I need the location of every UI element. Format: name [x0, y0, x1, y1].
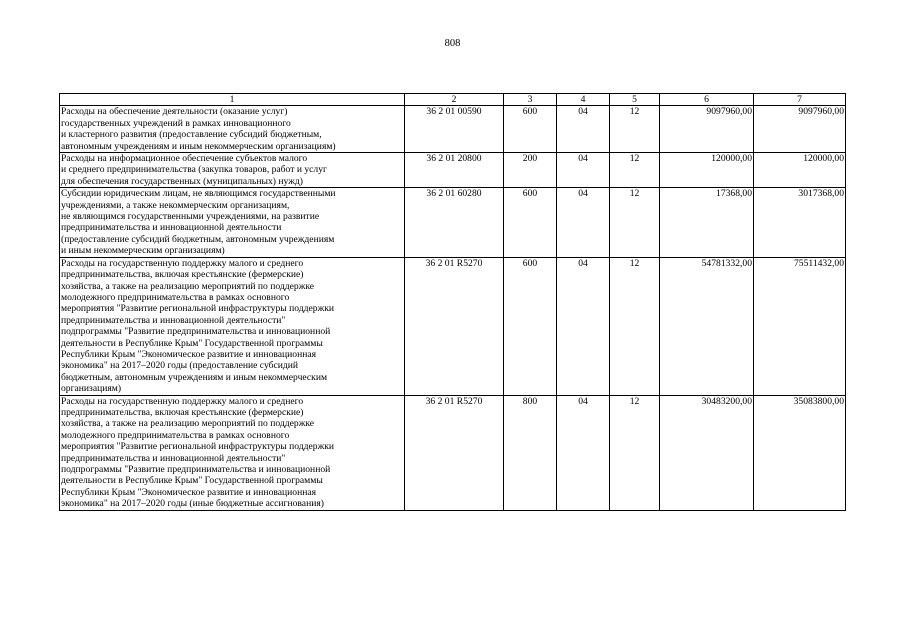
amount-column-6: 120000,00 [660, 153, 754, 188]
amount-column-7: 120000,00 [754, 153, 846, 188]
subsection-code: 12 [610, 153, 660, 188]
amount-column-7: 3017368,00 [754, 188, 846, 257]
section-code: 04 [557, 106, 610, 153]
column-header: 2 [405, 94, 504, 106]
table-row [60, 257, 846, 395]
amount-column-6: 9097960,00 [660, 106, 754, 153]
expense-type-code: 600 [504, 106, 557, 153]
column-header: 1 [60, 94, 405, 106]
table-row [60, 153, 846, 188]
target-article-code: 36 2 01 60280 [405, 188, 504, 257]
page-number: 808 [444, 38, 461, 49]
section-code: 04 [557, 395, 610, 510]
amount-column-6: 30483200,00 [660, 395, 754, 510]
amount-column-7: 75511432,00 [754, 257, 846, 395]
table-row [60, 395, 846, 510]
target-article-code: 36 2 01 00590 [405, 106, 504, 153]
column-header: 6 [660, 94, 754, 106]
amount-column-6: 54781332,00 [660, 257, 754, 395]
subsection-code: 12 [610, 395, 660, 510]
expense-type-code: 600 [504, 188, 557, 257]
target-article-code: 36 2 01 20800 [405, 153, 504, 188]
target-article-code: 36 2 01 R5270 [405, 257, 504, 395]
section-code: 04 [557, 188, 610, 257]
expense-name: Расходы на государственную поддержку малого и среднего предпринимательства, включая крестьянские (фермерские) хозяйства, а также на реализацию мероприятий по поддержке молодежного предпринимательства в рамках основного мероприятия "Развитие региональной инфраструктуры поддержки предпринимательства и инновационной деятельности" подпрограммы "Развитие предпринимательства и инновационной деятельности в Республике Крым" Государственной программы Республики Крым "Экономическое развитие и инновационная экономика" на 2017–2020 годы (иные бюджетные ассигнования) [60, 395, 405, 510]
subsection-code: 12 [610, 257, 660, 395]
expense-type-code: 200 [504, 153, 557, 188]
expense-type-code: 800 [504, 395, 557, 510]
amount-column-7: 35083800,00 [754, 395, 846, 510]
amount-column-6: 17368,00 [660, 188, 754, 257]
subsection-code: 12 [610, 106, 660, 153]
table-row [60, 106, 846, 153]
budget-table [59, 93, 846, 511]
section-code: 04 [557, 257, 610, 395]
column-header: 7 [754, 94, 846, 106]
column-header: 3 [504, 94, 557, 106]
amount-column-7: 9097960,00 [754, 106, 846, 153]
expense-type-code: 600 [504, 257, 557, 395]
expense-name: Расходы на информационное обеспечение субъектов малого и среднего предпринимательства (закупка товаров, работ и услуг для обеспечения государственных (муниципальных) нужд) [60, 153, 405, 188]
table-header-row [60, 94, 846, 106]
target-article-code: 36 2 01 R5270 [405, 395, 504, 510]
expense-name: Субсидии юридическим лицам, не являющимся государственными учреждениями, а также некоммерческим организациям, не являющимся государственными учреждениями, на развитие предпринимательства и инновационной деятельности (предоставление субсидий бюджетным, автономным учреждениям и иным некоммерческим организациям) [60, 188, 405, 257]
section-code: 04 [557, 153, 610, 188]
expense-name: Расходы на обеспечение деятельности (оказание услуг) государственных учреждений в рамках инновационного и кластерного развития (предоставление субсидий бюджетным, автономным учреждениям и иным некоммерческим организациям) [60, 106, 405, 153]
column-header: 4 [557, 94, 610, 106]
expense-name: Расходы на государственную поддержку малого и среднего предпринимательства, включая крестьянские (фермерские) хозяйства, а также на реализацию мероприятий по поддержке молодежного предпринимательства в рамках основного мероприятия "Развитие региональной инфраструктуры поддержки предпринимательства и инновационной деятельности" подпрограммы "Развитие предпринимательства и инновационной деятельности в Республике Крым" Государственной программы Республики Крым "Экономическое развитие и инновационная экономика" на 2017–2020 годы (предоставление субсидий бюджетным, автономным учреждениям и иным некоммерческим организациям) [60, 257, 405, 395]
column-header: 5 [610, 94, 660, 106]
table-row [60, 188, 846, 257]
subsection-code: 12 [610, 188, 660, 257]
